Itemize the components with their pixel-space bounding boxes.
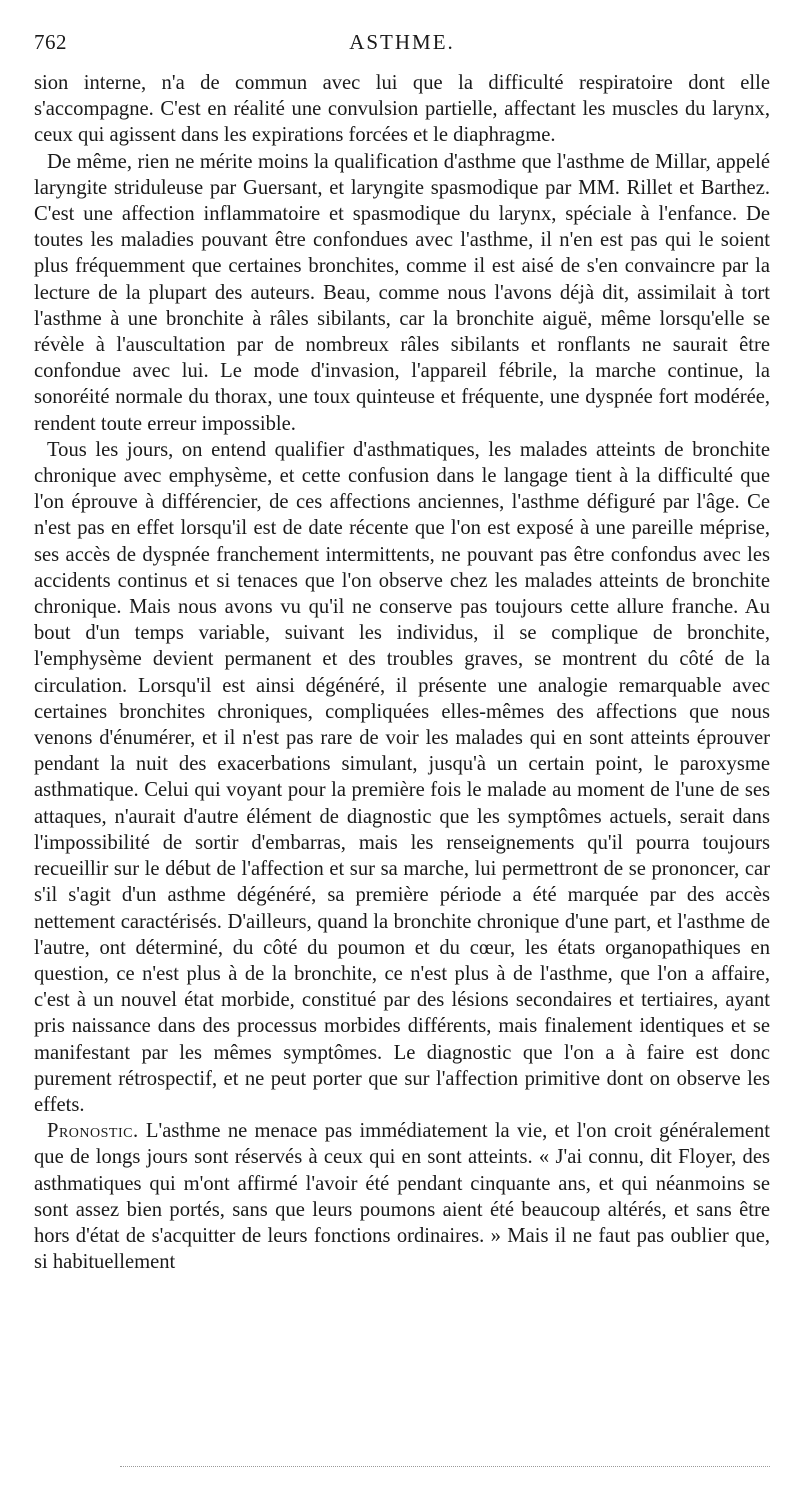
- book-page: [34, 26, 770, 1275]
- body-text: [34, 70, 770, 1275]
- running-title: ASTHME.: [349, 30, 455, 54]
- paragraph-laryngite: De même, rien ne mérite moins la qualification d'asthme que l'asthme de Millar, appelé laryngite striduleuse par Guersant, et laryngite spasmodique par MM. Rillet et Barthez. C'est une affection inflammatoire et spasmodique du larynx, spéciale à l'enfance. De toutes les maladies pouvant être confondues avec l'asthme, il n'en est pas qui le soient plus fréquemment que certaines bronchites, comme il est aisé de s'en convaincre par la lecture de la plupart des auteurs. Beau, comme nous l'avons déjà dit, assimilait à tort l'asthme à une bronchite à râles sibilants, car la bronchite aiguë, même lorsqu'elle se révèle à l'auscultation par de nombreux râles sibilants et ronflants ne saurait être confondue avec lui. Le mode d'invasion, l'appareil fébrile, la marche continue, la sonoréité normale du thorax, une toux quinteuse et fréquente, une dyspnée fort modérée, rendent toute erreur impossible.: [34, 150, 770, 435]
- paragraph-bronchite-chronique: Tous les jours, on entend qualifier d'asthmatiques, les malades atteints de bronchite chronique avec emphysème, et cette confusion dans le langage tient à la difficulté que l'on éprouve à différencier, de ces affections anciennes, l'asthme défiguré par l'âge. Ce n'est pas en effet lorsqu'il est de date récente que l'on est exposé à une pareille méprise, ses accès de dyspnée franchement intermittents, ne pouvant pas être confondus avec les accidents continus et si tenaces que l'on observe chez les malades atteints de bronchite chronique. Mais nous avons vu qu'il ne conserve pas toujours cette allure franche. Au bout d'un temps variable, suivant les individus, il se complique de bronchite, l'emphysème devient permanent et des troubles graves, se montrent du côté de la circulation. Lorsqu'il est ainsi dégénéré, il présente une analogie remarquable avec certaines bronchites chroniques, compliquées elles-mêmes des affections que nous venons d'énumérer, et il n'est pas rare de voir les malades qui en sont atteints éprouver pendant la nuit des exacerbations simulant, jusqu'à un certain point, le paroxysme asthmatique. Celui qui voyant pour la première fois le malade au moment de l'une de ses attaques, n'aurait d'autre élément de diagnostic que les symptômes actuels, serait dans l'impossibilité de sortir d'embarras, mais les renseignements qu'il pourra toujours recueillir sur le début de l'affection et sur sa marche, lui permettront de se prononcer, car s'il s'agit d'un asthme dégénéré, sa première période a été marquée par des accès nettement caractérisés. D'ailleurs, quand la bronchite chronique d'une part, et l'asthme de l'autre, ont déterminé, du côté du poumon et du cœur, les états organopathiques en question, ce n'est plus à de la bronchite, ce n'est plus à de l'asthme, que l'on a affaire, c'est à un nouvel état morbide, constitué par des lésions secondaires et tertiaires, ayant pris naissance dans des processus morbides différents, mais finalement identiques et se manifestant par les mêmes symptômes. Le diagnostic que l'on a à faire est donc purement rétrospectif, et ne peut porter que sur l'affection primitive dont on observe les effets.: [34, 438, 770, 1116]
- paragraph-continuation: sion interne, n'a de commun avec lui que la difficulté respiratoire dont elle s'accompagne. C'est en réalité une convulsion partielle, affectant les muscles du larynx, ceux qui agissent dans les expirations forcées et le diaphragme.: [34, 72, 770, 147]
- page-header: [34, 26, 770, 56]
- scan-noise-line: [120, 1466, 770, 1469]
- paragraph-pronostic-text: L'asthme ne menace pas immédiatement la vie, et l'on croit généralement que de longs jours sont réservés à ceux qui en sont atteints. « J'ai connu, dit Floyer, des asthmatiques qui m'ont affirmé l'avoir été pendant cinquante ans, et qui néanmoins se sont assez bien portés, sans que leurs poumons aient été beaucoup altérés, et sans être hors d'état de s'acquitter de leurs fonctions ordinaires. » Mais il ne faut pas oublier que, si habituellement: [34, 1120, 770, 1274]
- paragraph-pronostic: [34, 1118, 770, 1275]
- section-heading-pronostic: Pronostic.: [47, 1120, 139, 1143]
- page-number: 762: [34, 30, 67, 54]
